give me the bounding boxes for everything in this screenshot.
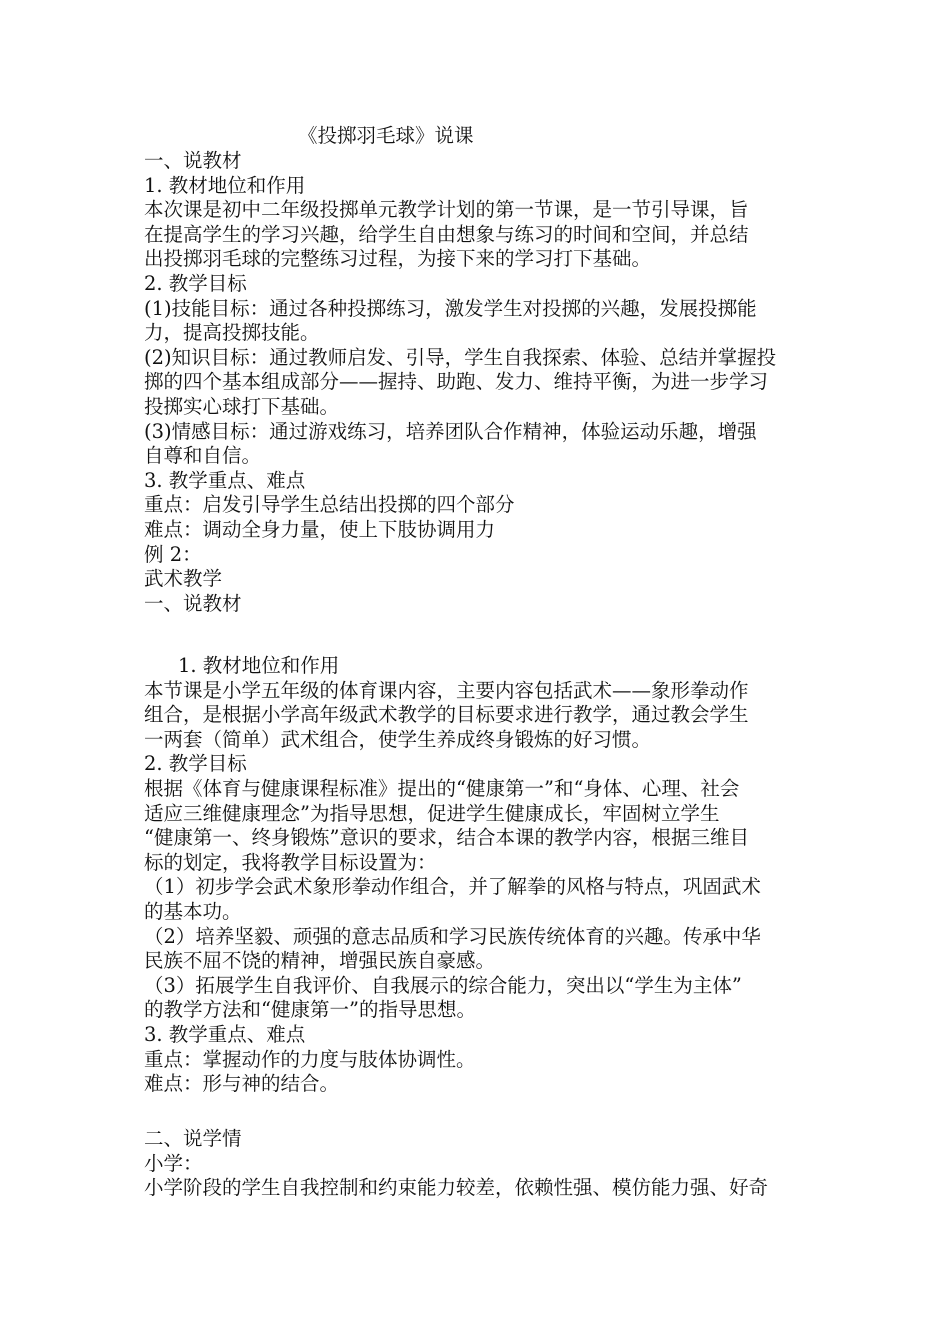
text-line: 武术教学 [144,567,223,591]
text-line: 重点：掌握动作的力度与肢体协调性。 [144,1047,476,1071]
text-line: 投掷实心球打下基础。 [144,394,340,418]
text-line: 适应三维健康理念”为指导思想，促进学生健康成长，牢固树立学生 [144,801,720,825]
text-line: 力，提高投掷技能。 [144,321,320,345]
text-line: (2)知识目标：通过教师启发、引导，学生自我探索、体验、总结并掌握投 [144,345,777,369]
text-line: 本节课是小学五年级的体育课内容，主要内容包括武术——象形拳动作 [144,678,749,702]
text-line: 例 2： [144,542,202,566]
text-line: （3）拓展学生自我评价、自我展示的综合能力，突出以“学生为主体” [144,973,742,997]
text-line: 出投掷羽毛球的完整练习过程，为接下来的学习打下基础。 [144,247,652,271]
text-line: 本次课是初中二年级投掷单元教学计划的第一节课，是一节引导课，旨 [144,198,749,222]
text-line: 小学阶段的学生自我控制和约束能力较差，依赖性强、模仿能力强、好奇 [144,1176,769,1200]
section-3 [144,1127,820,1201]
text-line: 难点：调动全身力量，使上下肢协调用力 [144,517,496,541]
text-line: 1. 教材地位和作用 [144,173,306,197]
text-line: （2）培养坚毅、顽强的意志品质和学习民族传统体育的兴趣。传承中华 [144,924,761,948]
text-line: 小学： [144,1151,203,1175]
text-line: (1)技能目标：通过各种投掷练习，激发学生对投掷的兴趣，发展投掷能 [144,296,757,320]
text-line: 在提高学生的学习兴趣，给学生自由想象与练习的时间和空间，并总结 [144,222,749,246]
text-line: 一、说教材 [144,149,242,172]
text-line: 2. 教学目标 [144,752,247,776]
text-line: 难点：形与神的结合。 [144,1072,340,1096]
text-line: “健康第一、终身锻炼”意识的要求，结合本课的教学内容，根据三维目 [144,826,749,850]
text-line: 重点：启发引导学生总结出投掷的四个部分 [144,493,515,517]
section-1 [144,149,820,616]
text-line: 掷的四个基本组成部分——握持、助跑、发力、维持平衡，为进一步学习 [144,370,769,394]
text-line: 自尊和自信。 [144,444,262,468]
text-line: （1）初步学会武术象形拳动作组合，并了解拳的风格与特点，巩固武术 [144,875,761,899]
text-line: 3. 教学重点、难点 [144,1022,306,1046]
text-line: 的教学方法和“健康第一”的指导思想。 [144,998,476,1022]
text-line: 的基本功。 [144,899,242,923]
text-line: 二、说学情 [144,1127,242,1150]
text-line: 2. 教学目标 [144,271,247,295]
text-line: 根据《体育与健康课程标准》提出的“健康第一”和“身体、心理、社会 [144,776,740,800]
text-line: 3. 教学重点、难点 [144,468,306,492]
text-line: 一、说教材 [144,591,242,615]
text-line: 一两套（简单）武术组合，使学生养成终身锻炼的好习惯。 [144,727,652,751]
section-2 [144,654,820,1097]
document-title: 《投掷羽毛球》说课 [298,124,474,147]
section-heading: 1. 教材地位和作用 [178,654,340,677]
text-line: (3)情感目标：通过游戏练习，培养团队合作精神，体验运动乐趣，增强 [144,419,757,443]
text-line: 民族不屈不饶的精神，增强民族自豪感。 [144,949,496,973]
text-line: 组合，是根据小学高年级武术教学的目标要求进行教学，通过教会学生 [144,703,749,727]
text-line: 标的划定，我将教学目标设置为： [144,850,437,874]
